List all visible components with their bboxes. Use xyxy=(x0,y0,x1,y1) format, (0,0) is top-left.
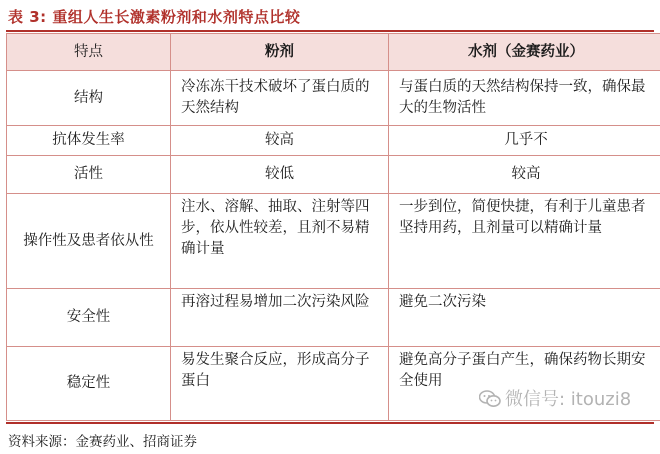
header-liquid: 水剂（金赛药业） xyxy=(389,34,660,71)
row-label: 操作性及患者依从性 xyxy=(7,194,171,289)
row-label: 安全性 xyxy=(7,289,171,347)
table-row xyxy=(7,71,660,126)
liquid-cell: 避免高分子蛋白产生，确保药物长期安全使用 xyxy=(389,347,660,421)
table-header-row xyxy=(7,34,660,71)
liquid-cell: 几乎不 xyxy=(389,126,660,156)
comparison-table xyxy=(6,33,660,421)
table-row xyxy=(7,156,660,194)
liquid-cell: 与蛋白质的天然结构保持一致，确保最大的生物活性 xyxy=(389,71,660,126)
header-powder: 粉剂 xyxy=(171,34,389,71)
powder-cell: 注水、溶解、抽取、注射等四步，依从性较差，且剂不易精确计量 xyxy=(171,194,389,289)
top-rule xyxy=(6,30,654,32)
bottom-rule xyxy=(6,422,654,424)
watermark-text: 微信号: itouzi8 xyxy=(505,389,632,410)
table-title: 表 3: 重组人生长激素粉剂和水剂特点比较 xyxy=(8,8,301,26)
powder-cell: 冷冻冻干技术破坏了蛋白质的天然结构 xyxy=(171,71,389,126)
powder-cell: 较高 xyxy=(171,126,389,156)
row-label: 稳定性 xyxy=(7,347,171,421)
table-row xyxy=(7,194,660,289)
header-feature: 特点 xyxy=(7,34,171,71)
table-row xyxy=(7,126,660,156)
row-label: 活性 xyxy=(7,156,171,194)
table-row xyxy=(7,289,660,347)
liquid-cell: 一步到位，简便快捷，有利于儿童患者坚持用药，且剂量可以精确计量 xyxy=(389,194,660,289)
powder-cell: 再溶过程易增加二次污染风险 xyxy=(171,289,389,347)
source-note: 资料来源：金赛药业、招商证券 xyxy=(8,434,197,450)
powder-cell: 易发生聚合反应，形成高分子蛋白 xyxy=(171,347,389,421)
powder-cell: 较低 xyxy=(171,156,389,194)
row-label: 抗体发生率 xyxy=(7,126,171,156)
liquid-cell: 较高 xyxy=(389,156,660,194)
liquid-cell: 避免二次污染 xyxy=(389,289,660,347)
wechat-icon xyxy=(479,390,501,408)
row-label: 结构 xyxy=(7,71,171,126)
watermark xyxy=(479,385,631,411)
